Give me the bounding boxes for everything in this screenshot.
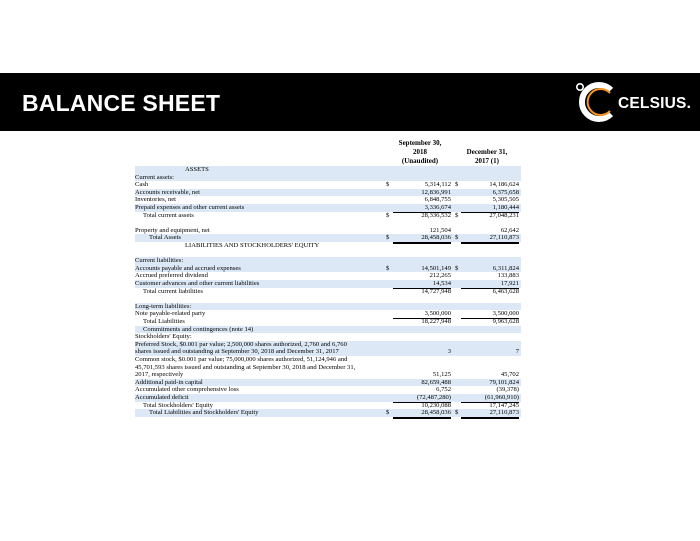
row-label: Current assets: [135, 173, 175, 181]
table-row [135, 288, 521, 296]
currency-symbol: $ [386, 211, 390, 219]
table-row [135, 257, 521, 265]
value-sep-2018: 82,659,488 [421, 378, 451, 386]
value-sep-2018: 12,836,991 [421, 188, 451, 196]
row-label: 45,701,593 shares issued and outstanding at September 30, 2018 and December 31, [135, 363, 356, 371]
currency-symbol: $ [386, 234, 390, 242]
row-label: Inventories, net [135, 196, 177, 204]
value-sep-2018: 6,752 [436, 386, 451, 394]
row-label: Cash [135, 181, 149, 189]
value-dec-2017: 17,147,245 [489, 401, 519, 409]
row-label: Commitments and contingences (note 14) [143, 325, 254, 333]
row-label: 2017, respectively [135, 371, 184, 379]
value-sep-2018: 14,727,948 [421, 287, 451, 295]
value-dec-2017: 14,186,624 [489, 181, 519, 189]
value-sep-2018: 28,458,036 [393, 409, 451, 419]
row-label: Total Stockholders' Equity [143, 401, 213, 409]
row-label: Accumulated deficit [135, 394, 189, 401]
row-label: Common stock, $0.001 par value; 75,000,000 shares authorized, 51,124,946 and [135, 356, 348, 363]
value-dec-2017: 6,463,628 [492, 287, 519, 295]
value-dec-2017: 79,101,824 [489, 378, 519, 386]
value-dec-2017: 7 [515, 348, 519, 356]
table-row [135, 242, 521, 250]
value-dec-2017: 6,375,658 [492, 188, 519, 196]
table-row [135, 348, 521, 356]
row-label: Total Assets [149, 234, 181, 242]
currency-symbol: $ [386, 181, 390, 189]
row-label: Accrued preferred dividend [135, 272, 208, 280]
table-row [135, 394, 521, 402]
table-row [135, 295, 521, 303]
value-sep-2018: 28,458,036 [393, 234, 451, 244]
value-dec-2017: 3,500,000 [461, 310, 519, 319]
table-row [135, 174, 521, 182]
row-label: Additional paid-in capital [135, 378, 203, 386]
row-label: Long-term liabilities: [135, 302, 192, 310]
table-row [135, 234, 521, 242]
currency-symbol: $ [386, 264, 390, 272]
table-row [135, 272, 521, 280]
table-row [135, 402, 521, 410]
brand-name: CELSIUS. [618, 95, 692, 112]
value-dec-2017: 17,921 [461, 280, 519, 289]
value-sep-2018: 51,125 [432, 371, 451, 379]
row-label: Property and equipment, net [135, 226, 210, 234]
value-sep-2018: 212,265 [429, 272, 451, 280]
value-sep-2018: 5,314,112 [424, 181, 451, 189]
value-sep-2018: (72,487,280) [393, 394, 451, 403]
row-label: Current liabilities: [135, 257, 184, 265]
table-row [135, 371, 521, 379]
currency-symbol: $ [455, 234, 459, 242]
value-dec-2017: 6,311,824 [492, 264, 519, 272]
value-sep-2018: 18,227,948 [421, 318, 451, 325]
table-row [135, 196, 521, 204]
row-label: LIABILITIES AND STOCKHOLDERS' EQUITY [185, 242, 320, 249]
table-row [135, 227, 521, 235]
column-header-line: 2018 [413, 148, 427, 156]
celsius-logo-icon [575, 81, 619, 123]
table-row [135, 379, 521, 387]
table-row [135, 181, 521, 189]
row-label: Preferred Stock, $0.001 par value; 2,500,000 shares authorized, 2,760 and 6,760 [135, 340, 347, 348]
column-header-line: 2017 (1) [475, 157, 499, 165]
value-sep-2018: 10,230,088 [421, 401, 451, 409]
value-sep-2018: 121,504 [393, 227, 451, 236]
row-label: Total Liabilities [143, 318, 185, 325]
row-label: Customer advances and other current liabilities [135, 280, 260, 287]
column-header-line: December 31, [466, 148, 508, 156]
value-dec-2017: (39,378) [496, 386, 519, 394]
table-row [135, 326, 521, 334]
table-row [135, 341, 521, 349]
value-sep-2018: 14,534 [393, 280, 451, 289]
row-label: Total current assets [143, 211, 194, 219]
currency-symbol: $ [455, 264, 459, 272]
table-row [135, 356, 521, 364]
table-row [135, 280, 521, 288]
table-row [135, 409, 521, 417]
row-label: Accumulated other comprehensive loss [135, 386, 239, 394]
value-sep-2018: 3,336,674 [393, 204, 451, 213]
value-sep-2018: 3 [447, 348, 451, 356]
table-row [135, 212, 521, 220]
header-banner [0, 73, 700, 131]
row-label: Total current liabilities [143, 287, 203, 295]
currency-symbol: $ [455, 409, 459, 417]
table-row [135, 303, 521, 311]
row-label: Stockholders' Equity: [135, 333, 192, 341]
table-row [135, 265, 521, 273]
value-dec-2017: 62,642 [461, 227, 519, 236]
table-row [135, 364, 521, 372]
value-dec-2017: 5,305,505 [492, 196, 519, 204]
value-dec-2017: (61,960,910) [461, 394, 519, 403]
value-sep-2018: 14,501,149 [421, 264, 451, 272]
value-dec-2017: 45,702 [500, 371, 519, 379]
page-title: BALANCE SHEET [22, 90, 221, 116]
value-dec-2017: 9,963,628 [492, 318, 519, 325]
value-dec-2017: 27,110,873 [461, 409, 519, 419]
currency-symbol: $ [455, 211, 459, 219]
table-row [135, 386, 521, 394]
value-sep-2018: 6,848,755 [424, 196, 451, 204]
column-header-sep-2018 [390, 139, 450, 166]
table-row [135, 204, 521, 212]
row-label: Note payable-related party [135, 310, 206, 318]
value-dec-2017: 27,048,231 [489, 211, 519, 219]
currency-symbol: $ [386, 409, 390, 417]
value-dec-2017: 133,883 [497, 272, 519, 280]
value-dec-2017: 1,180,444 [461, 204, 519, 213]
table-row [135, 166, 521, 174]
celsius-logo [575, 81, 692, 123]
currency-symbol: $ [455, 181, 459, 189]
value-dec-2017: 27,110,873 [461, 234, 519, 244]
table-row [135, 318, 521, 326]
row-label: shares issued and outstanding at September 30, 2018 and December 31, 2017 [135, 348, 339, 356]
column-header-dec-2017 [457, 148, 517, 166]
row-label: Prepaid expenses and other current assets [135, 204, 245, 211]
row-label: Accounts receivable, net [135, 188, 200, 196]
value-sep-2018: 28,336,532 [421, 211, 451, 219]
row-label: ASSETS [185, 166, 209, 173]
column-header-line: September 30, [398, 139, 442, 147]
table-row [135, 219, 521, 227]
table-row [135, 250, 521, 258]
table-row [135, 333, 521, 341]
value-sep-2018: 3,500,000 [393, 310, 451, 319]
row-label: Total Liabilities and Stockholders' Equity [149, 409, 259, 417]
table-row [135, 189, 521, 197]
column-header-line: (Unaudited) [401, 157, 439, 165]
table-row [135, 310, 521, 318]
row-label: Accounts payable and accrued expenses [135, 264, 241, 272]
